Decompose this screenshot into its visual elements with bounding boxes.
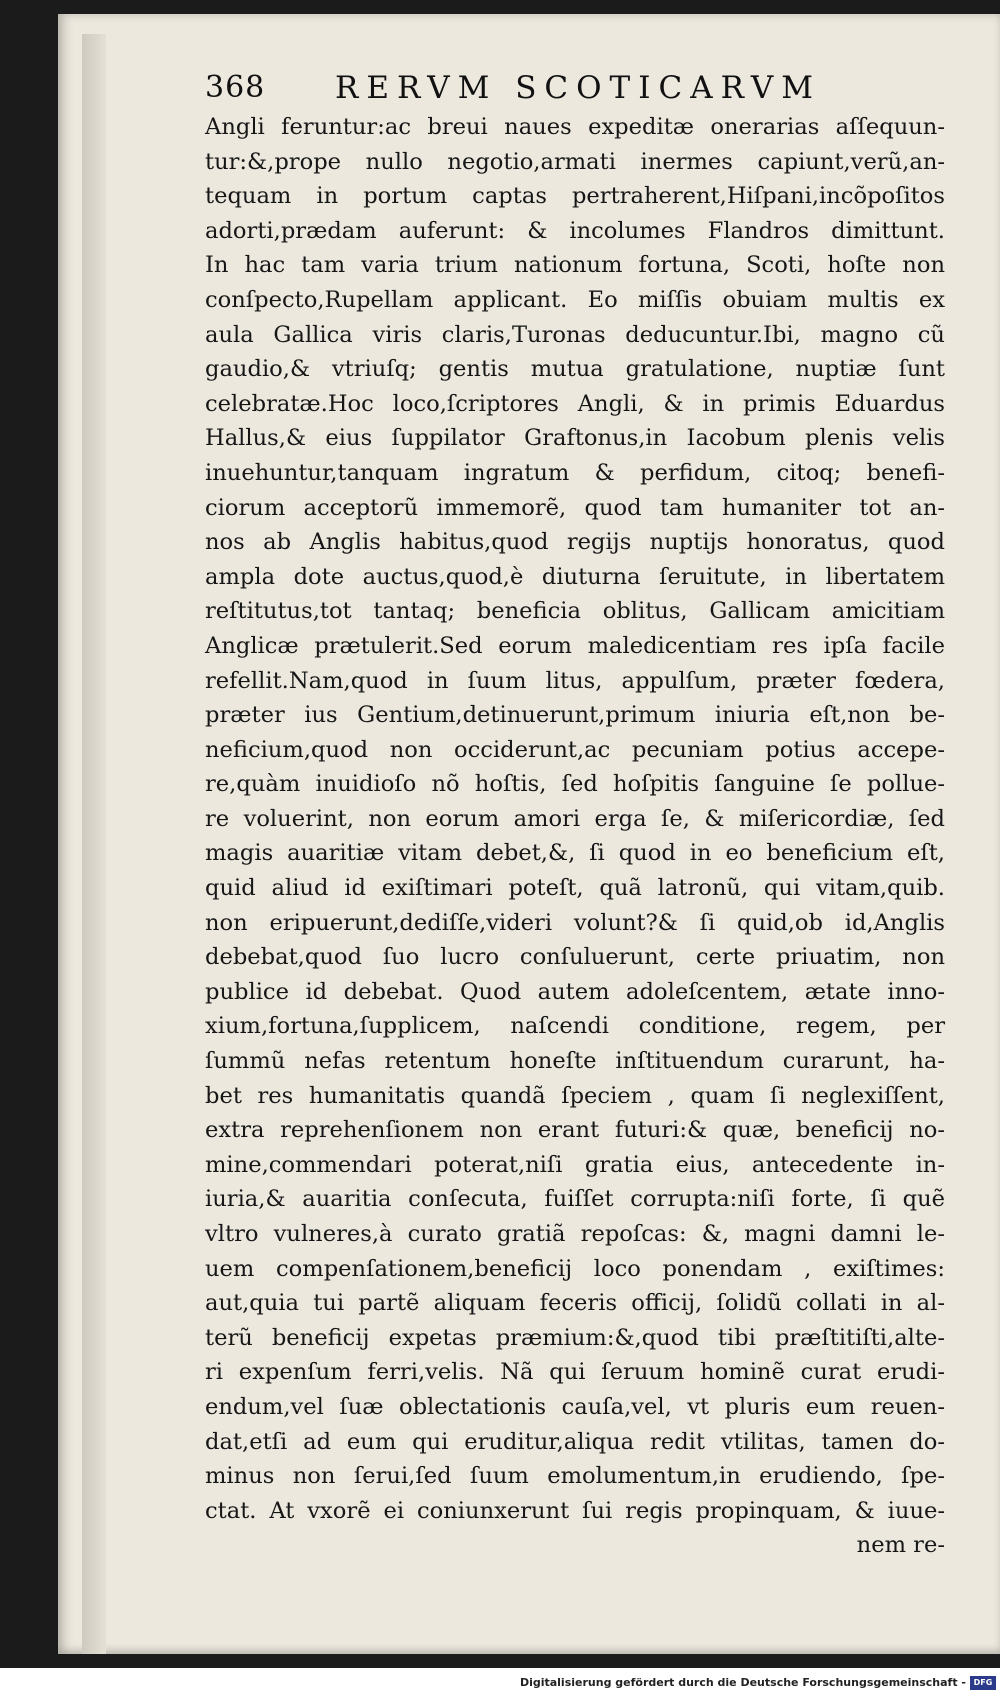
text-line: gaudio,& vtriuſq; gentis mutua gratulatione, nuptiæ ſunt [205, 356, 945, 383]
page-gutter [82, 34, 106, 1654]
text-line: aut,quia tui partẽ aliquam feceris officij, ſolidũ collati in al- [205, 1290, 945, 1317]
text-line: In hac tam varia trium nationum fortuna, Scoti, hoſte non [205, 252, 945, 279]
scan-bottom-edge [0, 1654, 1000, 1668]
page-number: 368 [205, 70, 266, 105]
text-line: publice id debebat. Quod autem adoleſcentem, ætate inno- [205, 978, 945, 1005]
text-line: nos ab Anglis habitus,quod regijs nuptijs honoratus, quod [205, 529, 945, 556]
footer-bar [0, 1668, 1000, 1697]
text-line: aula Gallica viris claris,Turonas deducuntur.Ibi, magno cũ [205, 321, 945, 348]
text-line: ri expenſum ferri,velis. Nã qui ſeruum hominẽ curat erudi- [205, 1359, 945, 1386]
text-line: Angli feruntur:ac breui naues expeditæ onerarias aſſequun- [205, 114, 945, 140]
text-line: terũ beneficij expetas præmium:&,quod tibi præſtitiſti,alte- [205, 1324, 945, 1351]
text-line: celebratæ.Hoc loco,ſcriptores Angli, & in primis Eduardus [205, 390, 945, 417]
text-line: quid aliud id exiſtimari poteſt, quã latronũ, qui vitam,quib. [205, 875, 945, 902]
dfg-logo: DFG [970, 1676, 996, 1690]
text-line: reſtitutus,tot tantaq; beneficia oblitus, Gallicam amicitiam [205, 598, 945, 625]
text-line: adorti,prædam auferunt: & incolumes Flandros dimittunt. [205, 217, 945, 244]
running-title: RERVM SCOTICARVM [335, 70, 821, 106]
text-line: ciorum acceptorũ immemorẽ, quod tam humaniter tot an- [205, 494, 945, 521]
text-line: neficium,quod non occiderunt,ac pecuniam potius accepe- [205, 736, 945, 763]
text-line: Hallus,& eius ſuppilator Graftonus,in Iacobum plenis velis [205, 425, 945, 452]
text-line: xium,fortuna,ſupplicem, naſcendi conditione, regem, per [205, 1013, 945, 1040]
body-text [205, 110, 945, 1563]
text-line: endum,vel ſuæ oblectationis cauſa,vel, vt pluris eum reuen- [205, 1393, 945, 1420]
funding-credit: Digitalisierung gefördert durch die Deutsche Forschungsgemeinschaft - [519, 1676, 966, 1689]
text-line: refellit.Nam,quod in ſuum litus, appulſum, præter fœdera, [205, 667, 945, 694]
text-line: re,quàm inuidioſo nõ hoſtis, ſed hoſpitis ſanguine ſe pollue- [205, 771, 945, 798]
text-line: conſpecto,Rupellam applicant. Eo miſſis obuiam multis ex [205, 286, 945, 313]
text-line: ctat. At vxorẽ ei coniunxerunt ſui regis propinquam, & iuue- [205, 1497, 945, 1524]
text-line: extra reprehenſionem non erant futuri:& quæ, beneficij no- [205, 1117, 945, 1144]
text-line: inuehuntur,tanquam ingratum & perfidum, citoq; benefi- [205, 459, 945, 486]
text-line: nem re- [856, 1532, 945, 1559]
text-line: tequam in portum captas pertraherent,Hiſpani,incõpoſitos [205, 183, 945, 210]
text-line: dat,etſi ad eum qui eruditur,aliqua redit vtilitas, tamen do- [205, 1428, 945, 1455]
text-line: iuria,& auaritia conſecuta, fuiſſet corrupta:niſi forte, ſi quẽ [205, 1186, 945, 1213]
text-line: mine,commendari poterat,niſi gratia eius, antecedente in- [205, 1151, 945, 1178]
text-line: uem compenſationem,beneficij loco ponendam , exiſtimes: [205, 1255, 945, 1282]
text-line: tur:&,prope nullo negotio,armati inermes capiunt,verũ,an- [205, 148, 945, 175]
text-line: magis auaritiæ vitam debet,&, ſi quod in eo beneficium eſt, [205, 840, 945, 867]
running-head [205, 64, 945, 112]
text-line: vltro vulneres,à curato gratiã repoſcas: &, magni damni le- [205, 1221, 945, 1247]
text-line: non eripuerunt,dediſſe,videri volunt?& ſi quid,ob id,Anglis [205, 909, 945, 936]
text-line: ampla dote auctus,quod,è diuturna ſeruitute, in libertatem [205, 563, 945, 590]
text-line: debebat,quod ſuo lucro conſuluerunt, certe priuatim, non [205, 944, 945, 971]
text-line: bet res humanitatis quandã ſpeciem , quam ſi neglexiſſent, [205, 1082, 945, 1109]
text-line: minus non ſerui,ſed ſuum emolumentum,in erudiendo, ſpe- [205, 1463, 945, 1490]
text-line: re voluerint, non eorum amori erga ſe, & miſericordiæ, ſed [205, 805, 945, 832]
text-line: ſummũ nefas retentum honeſte inſtituendum curarunt, ha- [205, 1048, 945, 1075]
text-line: Anglicæ prætulerit.Sed eorum maledicentiam res ipſa facile [205, 632, 945, 659]
text-line: præter ius Gentium,detinuerunt,primum iniuria eſt,non be- [205, 702, 945, 729]
